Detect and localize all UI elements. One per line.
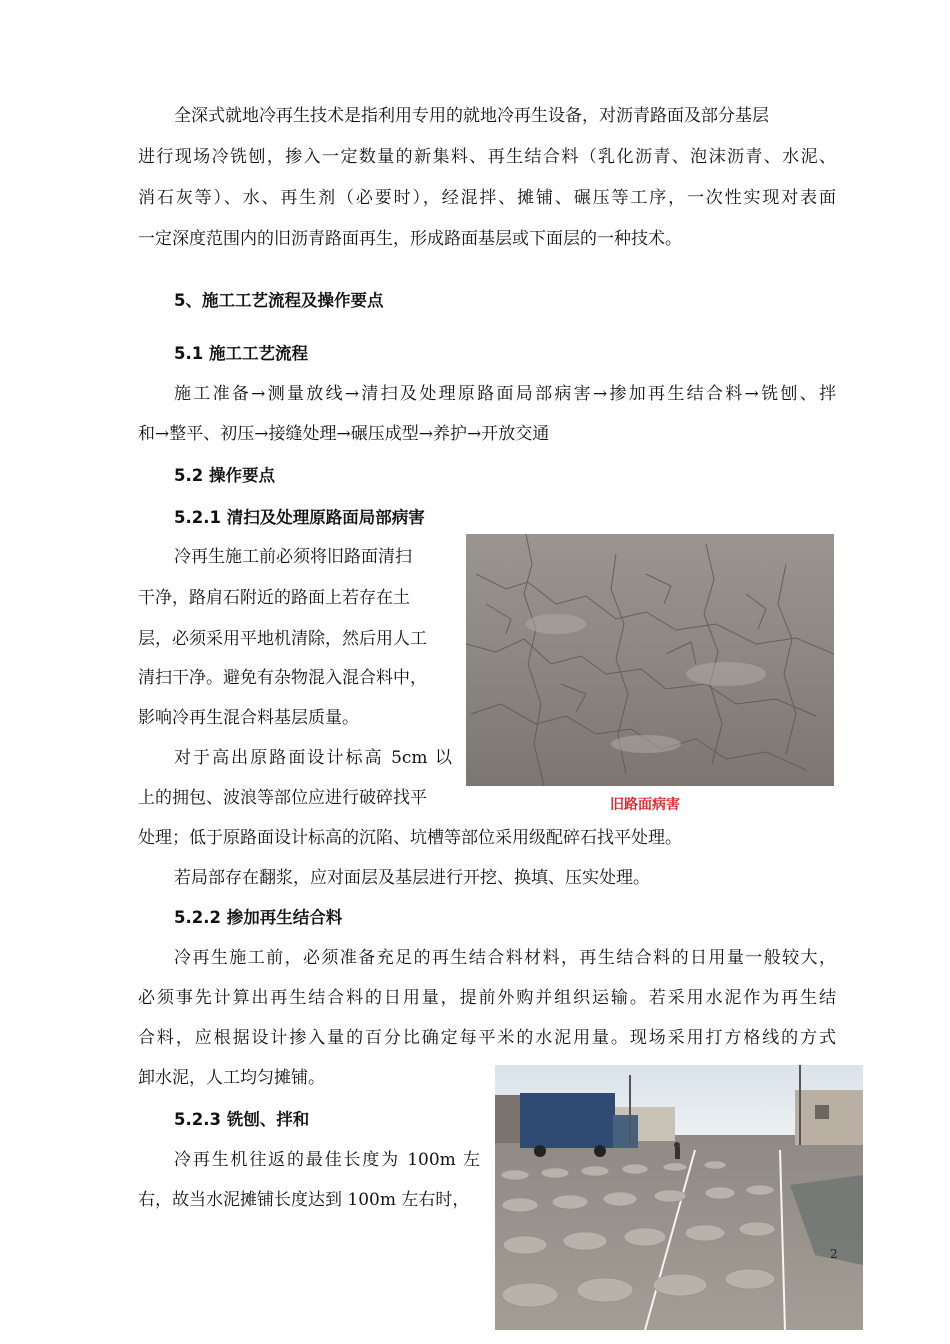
s521-line-6: 对于高出原路面设计标高 5cm 以 (174, 748, 452, 768)
section-5-2-2-heading: 5.2.2 掺加再生结合料 (174, 908, 343, 927)
s51-line-1: 施工准备→测量放线→清扫及处理原路面局部病害→掺加再生结合料→铣刨、拌 (174, 384, 836, 404)
s521-line-5: 影响冷再生混合料基层质量。 (138, 708, 359, 728)
section-5-heading: 5、施工工艺流程及操作要点 (174, 291, 384, 310)
page-number: 2 (830, 1247, 838, 1261)
s521-line-2: 干净，路肩石附近的路面上若存在土 (138, 588, 410, 608)
s521-line-8: 处理；低于原路面设计标高的沉陷、坑槽等部位采用级配碎石找平处理。 (138, 828, 682, 848)
intro-line-2: 进行现场冷铣刨，掺入一定数量的新集料、再生结合料（乳化沥青、泡沫沥青、水泥、 (138, 147, 836, 167)
s523-line-2: 右，故当水泥摊铺长度达到 100m 左右时， (138, 1190, 470, 1210)
cement-piles-image (495, 1065, 863, 1330)
section-5-1-heading: 5.1 施工工艺流程 (174, 344, 308, 363)
s522-line-4: 卸水泥，人工均匀摊铺。 (138, 1068, 325, 1088)
s522-line-3: 合料，应根据设计掺入量的百分比确定每平米的水泥用量。现场采用打方格线的方式 (138, 1028, 836, 1048)
s51-line-2: 和→整平、初压→接缝处理→碾压成型→养护→开放交通 (138, 424, 550, 444)
s522-line-2: 必须事先计算出再生结合料的日用量，提前外购并组织运输。若采用水泥作为再生结 (138, 988, 836, 1008)
s523-line-1: 冷再生机往返的最佳长度为 100m 左 (174, 1150, 480, 1170)
s521-line-7: 上的拥包、波浪等部位应进行破碎找平 (138, 788, 427, 808)
cracked-road-image (466, 534, 834, 786)
intro-line-3: 消石灰等）、水、再生剂（必要时），经混拌、摊铺、碾压等工序，一次性实现对表面 (138, 188, 836, 208)
intro-line-1: 全深式就地冷再生技术是指利用专用的就地冷再生设备，对沥青路面及部分基层 (174, 106, 769, 126)
old-pavement-caption: 旧路面病害 (610, 797, 680, 813)
s521-line-3: 层，必须采用平地机清除，然后用人工 (138, 629, 427, 649)
intro-line-4: 一定深度范围内的旧沥青路面再生，形成路面基层或下面层的一种技术。 (138, 229, 682, 249)
s521-line-1: 冷再生施工前必须将旧路面清扫 (174, 547, 412, 567)
section-5-2-1-heading: 5.2.1 清扫及处理原路面局部病害 (174, 508, 425, 527)
s521-line-4: 清扫干净。避免有杂物混入混合料中， (138, 668, 427, 688)
section-5-2-3-heading: 5.2.3 铣刨、拌和 (174, 1110, 310, 1129)
s522-line-1: 冷再生施工前，必须准备充足的再生结合料材料，再生结合料的日用量一般较大， (174, 948, 836, 968)
cement-spreading-photo (495, 1065, 863, 1330)
old-pavement-photo (466, 534, 834, 786)
section-5-2-heading: 5.2 操作要点 (174, 466, 275, 485)
s521-line-9: 若局部存在翻浆，应对面层及基层进行开挖、换填、压实处理。 (174, 868, 650, 888)
